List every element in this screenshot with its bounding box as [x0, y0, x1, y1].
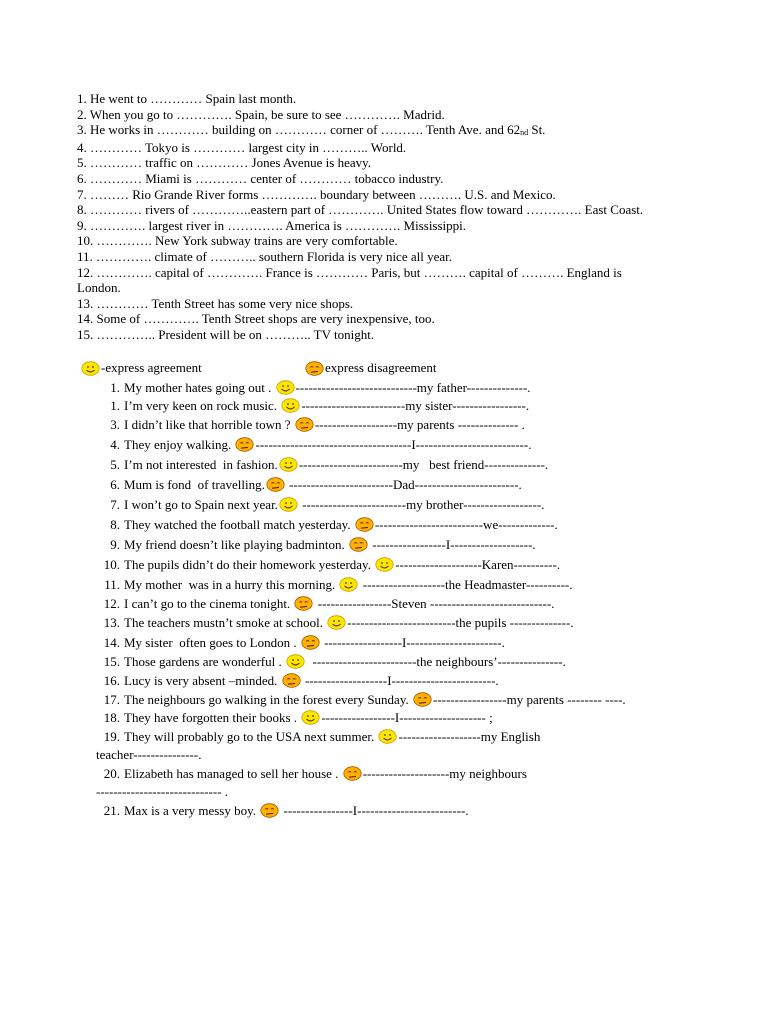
exercise-item [96, 692, 736, 707]
item-sentence: The neighbours go walking in the forest every Sunday. [124, 692, 412, 707]
article-line [77, 187, 737, 203]
item-response: ----------------------------my father--------------. [295, 380, 531, 395]
exercise-item [96, 457, 736, 472]
item-sentence: They watched the football match yesterday. [124, 517, 354, 532]
item-response: -------------------I------------------------. [301, 673, 499, 688]
legend-agree [80, 360, 202, 376]
item-number: 13. [103, 615, 120, 630]
item-response: --------------------Karen----------. [395, 557, 561, 572]
article-line [77, 140, 737, 156]
article-sentence: 6. ………… Miami is ………… center of ………… tobacco industry. [77, 170, 444, 186]
item-sentence: I can’t go to the cinema tonight. [124, 596, 294, 611]
exercise-item [96, 729, 736, 744]
item-number: 11. [104, 577, 120, 592]
item-response: -------------------the Headmaster----------. [359, 577, 573, 592]
article-line [77, 91, 737, 107]
smiley-icon [327, 615, 346, 630]
frowning-face-icon [301, 635, 320, 650]
article-sentence: 1. He went to ………… Spain last month. [77, 91, 297, 106]
article-sentence: 3. He works in ………… building on ………… corner of ………. Tenth Ave. and 62 [77, 122, 521, 138]
smiley-icon [339, 577, 358, 592]
item-number: 19. [103, 729, 120, 744]
exercise-item [96, 635, 736, 650]
exercise-item [96, 437, 736, 452]
exercise-item [96, 615, 736, 630]
frowning-face-icon [295, 417, 314, 432]
exercise-item-continuation [96, 747, 736, 762]
smiley-icon [286, 654, 305, 669]
item-response: -----------------my parents -------- ----. [432, 692, 626, 707]
article-sentence: 15. ………….. President will be on ……….. TV tonight. [77, 326, 375, 342]
item-sentence: My sister often goes to London . [124, 635, 300, 650]
item-number: 15. [103, 654, 120, 669]
exercise-item [96, 596, 736, 611]
item-response: -------------------------the pupils --------------. [347, 615, 574, 630]
article-sentence: 11. …………. climate of ……….. southern Florida is very nice all year. [77, 248, 452, 264]
legend-disagree [304, 360, 437, 376]
item-number: 17. [103, 692, 120, 707]
item-sentence: I’m very keen on rock music. [124, 398, 281, 413]
item-continuation: teacher---------------. [96, 747, 202, 762]
street-suffix: St. [528, 122, 546, 138]
exercise-item-continuation [96, 784, 736, 799]
smiley-icon [375, 557, 394, 572]
article-line [77, 218, 737, 234]
item-sentence: I won’t go to Spain next year. [124, 497, 278, 512]
item-number: 21. [103, 803, 120, 818]
exercise-item [96, 654, 736, 669]
item-number: 1. [110, 398, 120, 413]
item-sentence: The pupils didn’t do their homework yesterday. [124, 557, 375, 572]
exercise-item [96, 766, 736, 781]
item-number: 6. [110, 477, 120, 492]
item-sentence: I’m not interested in fashion. [124, 457, 278, 472]
frowning-face-icon [282, 673, 301, 688]
article-line [77, 296, 737, 312]
exercise-item [96, 477, 736, 492]
item-sentence: They enjoy walking. [124, 437, 235, 452]
item-number: 14. [103, 635, 120, 650]
exercise-item [96, 537, 736, 552]
article-sentence: 13. ………… Tenth Street has some very nice shops. [77, 295, 354, 311]
item-sentence: They will probably go to the USA next summer. [124, 729, 378, 744]
article-sentence: 4. ………… Tokyo is ………… largest city in ……….. World. [77, 139, 407, 155]
item-number: 8. [110, 517, 120, 532]
item-response: ------------------------my best friend--------------. [298, 457, 549, 472]
smiley-icon [378, 729, 397, 744]
exercise-item [96, 398, 736, 413]
frowning-face-icon [294, 596, 313, 611]
item-response: ------------------------Dad------------------------. [285, 477, 522, 492]
item-number: 3. [110, 417, 120, 432]
exercise-item [96, 497, 736, 512]
smiley-icon [279, 497, 298, 512]
item-number: 20. [103, 766, 120, 781]
item-sentence: My mother was in a hurry this morning. [124, 577, 339, 592]
item-response: -------------------my English [398, 729, 541, 744]
article-line [77, 107, 737, 123]
item-response: -----------------I-------------------- ; [321, 710, 493, 725]
article-sentence: London. [77, 280, 121, 296]
frowning-face-icon [305, 361, 324, 376]
item-response: -----------------I-------------------. [368, 537, 536, 552]
item-sentence: Those gardens are wonderful . [124, 654, 285, 669]
article-sentence: 7. ……… Rio Grande River forms …………. boundary between ………. U.S. and Mexico. [77, 186, 556, 202]
smiley-icon [276, 380, 295, 395]
item-response: -------------------------we-------------. [374, 517, 558, 532]
article-line [77, 155, 737, 171]
smiley-icon [81, 361, 100, 376]
item-sentence: Elizabeth has managed to sell her house . [124, 766, 342, 781]
smiley-icon [281, 398, 300, 413]
article-line [77, 122, 737, 140]
item-number: 10. [103, 557, 120, 572]
article-sentence: 8. ………… rivers of …………..eastern part of …………. United States flow toward …………. East Coast. [77, 202, 644, 218]
article-sentence: 5. ………… traffic on ………… Jones Avenue is heavy. [77, 155, 372, 171]
article-line [77, 311, 737, 327]
exercise-item [96, 417, 736, 432]
item-sentence: My friend doesn’t like playing badminton. [124, 537, 348, 552]
item-response: -----------------Steven ----------------------------. [314, 596, 555, 611]
item-number: 7. [110, 497, 120, 512]
exercise-item [96, 517, 736, 532]
item-number: 9. [110, 537, 120, 552]
item-number: 12. [103, 596, 120, 611]
article-sentence: 9. …………. largest river in …………. America is …………. Mississippi. [77, 217, 467, 233]
item-sentence: Lucy is very absent –minded. [124, 673, 281, 688]
item-number: 1. [110, 380, 120, 395]
article-sentence: 2. When you go to …………. Spain, be sure to see …………. Madrid. [77, 106, 445, 122]
exercise-item [96, 803, 736, 818]
item-sentence: Max is a very messy boy. [124, 803, 260, 818]
item-number: 16. [103, 673, 120, 688]
item-continuation: ----------------------------- . [96, 784, 229, 799]
exercise-item [96, 710, 736, 725]
frowning-face-icon [349, 537, 368, 552]
item-response: ------------------------------------I--------------------------. [255, 437, 532, 452]
item-number: 5. [110, 457, 120, 472]
item-sentence: They have forgotten their books . [124, 710, 301, 725]
frowning-face-icon [260, 803, 279, 818]
item-response: ------------------------my sister-----------------. [301, 398, 530, 413]
legend-agree-label: -express agreement [101, 360, 202, 375]
item-response: --------------------my neighbours [362, 766, 527, 781]
frowning-face-icon [266, 477, 285, 492]
agreement-exercise [96, 380, 736, 818]
article-line [77, 327, 737, 343]
article-sentence: 10. …………. New York subway trains are very comfortable. [77, 233, 398, 249]
item-response: ------------------------the neighbours’---------------. [306, 654, 566, 669]
article-line [77, 249, 737, 265]
smiley-icon [279, 457, 298, 472]
item-response: -------------------my parents -------------- . [314, 417, 525, 432]
article-line [77, 233, 737, 249]
item-response: ------------------------my brother------------------. [298, 497, 545, 512]
exercise-item [96, 577, 736, 592]
item-response: ------------------I----------------------. [320, 635, 505, 650]
article-line [77, 171, 737, 187]
item-response: ----------------I-------------------------. [280, 803, 469, 818]
article-line [77, 202, 737, 218]
article-sentence: 12. …………. capital of …………. France is ………… Paris, but ………. capital of ………. England is [77, 264, 622, 280]
item-sentence: Mum is fond of travelling. [124, 477, 265, 492]
frowning-face-icon [355, 517, 374, 532]
article-line [77, 265, 737, 281]
legend-disagree-label: express disagreement [325, 360, 437, 375]
item-sentence: My mother hates going out . [124, 380, 275, 395]
item-sentence: I didn’t like that horrible town ? [124, 417, 294, 432]
exercise-item [96, 380, 736, 395]
smiley-icon [301, 710, 320, 725]
item-number: 4. [110, 437, 120, 452]
article-sentence: 14. Some of …………. Tenth Street shops are very inexpensive, too. [77, 311, 435, 327]
frowning-face-icon [235, 437, 254, 452]
frowning-face-icon [343, 766, 362, 781]
exercise-item [96, 557, 736, 572]
legend [80, 360, 680, 382]
ordinal-suffix: nd [520, 128, 529, 138]
item-number: 18. [103, 710, 120, 725]
articles-exercise [77, 91, 737, 343]
item-sentence: The teachers mustn’t smoke at school. [124, 615, 327, 630]
frowning-face-icon [413, 692, 432, 707]
article-line [77, 280, 737, 296]
exercise-item [96, 673, 736, 688]
